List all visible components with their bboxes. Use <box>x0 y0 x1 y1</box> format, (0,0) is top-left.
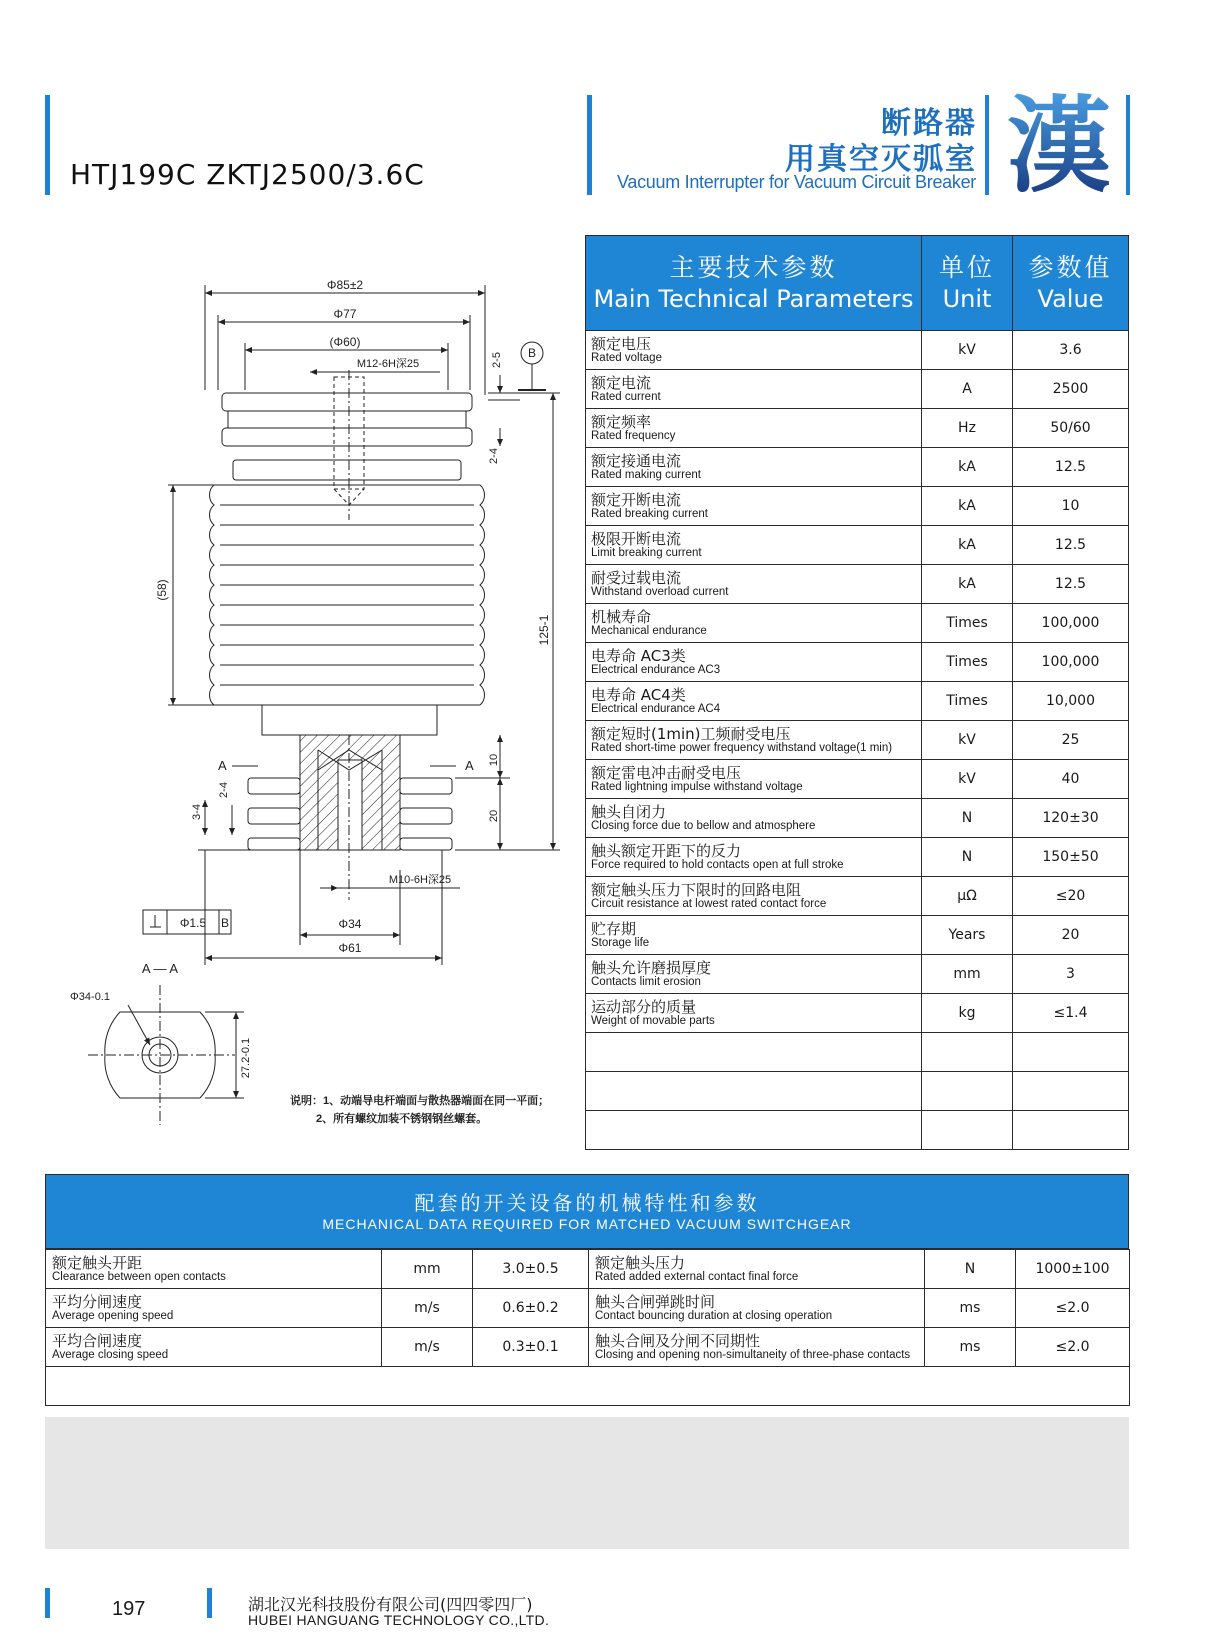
mech-unit: ms <box>925 1328 1016 1367</box>
param-name <box>586 916 922 955</box>
table-row <box>586 604 1129 643</box>
mech-param-name: 触头合闸及分闸不同期性 Closing and opening non-simultaneity of three-phase contacts <box>589 1328 925 1367</box>
dim-thread-top: M12-6H深25 <box>356 358 420 370</box>
datum-b: B <box>527 346 537 360</box>
mech-value: ≤2.0 <box>1016 1289 1130 1328</box>
param-name-cn: 触头允许磨损厚度 <box>591 958 712 977</box>
table-row <box>586 370 1129 409</box>
mech-unit: mm <box>382 1250 473 1289</box>
brand-title-line2: 用真空灭弧室 <box>785 142 977 177</box>
param-name-cn: 额定频率 <box>591 412 652 431</box>
param-name-en: Closing force due to bellow and atmosphere <box>591 819 816 832</box>
top-plate-1 <box>222 393 472 411</box>
mech-value: 0.6±0.2 <box>473 1289 589 1328</box>
dim-d34-section: Φ34-0.1 <box>70 991 110 1003</box>
param-value: 10 <box>1013 487 1129 526</box>
param-name-en: Weight of movable parts <box>591 1014 715 1027</box>
params-header-row <box>586 236 1129 331</box>
param-name-cn: 机械寿命 <box>591 607 652 626</box>
drawing-note-1: 说明：1、动端导电杆端面与散热器端面在同一平面； <box>290 1095 550 1107</box>
table-row <box>46 1250 1130 1289</box>
mech-unit: m/s <box>382 1289 473 1328</box>
mech-value: ≤2.0 <box>1016 1328 1130 1367</box>
param-value: 120±30 <box>1013 799 1129 838</box>
empty-row <box>46 1367 1130 1406</box>
param-name <box>586 838 922 877</box>
gray-panel <box>45 1417 1129 1549</box>
param-unit: kV <box>922 760 1013 799</box>
param-unit: N <box>922 799 1013 838</box>
param-unit: kV <box>922 331 1013 370</box>
dim-10: 10 <box>488 753 500 767</box>
mech-unit: N <box>925 1250 1016 1289</box>
table-row <box>586 760 1129 799</box>
footer-left-bar <box>45 1588 50 1618</box>
param-unit: kA <box>922 565 1013 604</box>
company-name-en: HUBEI HANGUANG TECHNOLOGY CO.,LTD. <box>248 1612 550 1628</box>
param-value: 2500 <box>1013 370 1129 409</box>
param-value: ≤1.4 <box>1013 994 1129 1033</box>
param-name <box>586 370 922 409</box>
param-name <box>586 955 922 994</box>
mech-param-name: 额定触头压力 Rated added external contact final force <box>589 1250 925 1289</box>
mechanical-data-section <box>45 1174 1129 1406</box>
param-name-en: Rated breaking current <box>591 507 708 520</box>
param-name-en: Circuit resistance at lowest rated contact force <box>591 897 827 910</box>
param-unit: Times <box>922 643 1013 682</box>
mechanical-title-en: MECHANICAL DATA REQUIRED FOR MATCHED VACUUM SWITCHGEAR <box>322 1216 852 1232</box>
logo-glyph: 漢 <box>1006 90 1112 195</box>
mechanical-title-cn: 配套的开关设备的机械特性和参数 <box>414 1191 760 1215</box>
mech-unit: ms <box>925 1289 1016 1328</box>
param-value: 25 <box>1013 721 1129 760</box>
param-name-cn: 额定短时(1min)工频耐受电压 <box>591 724 791 743</box>
param-name <box>586 487 922 526</box>
param-name <box>586 409 922 448</box>
param-name-cn: 电寿命 AC3类 <box>591 646 686 665</box>
dim-20: 20 <box>488 809 500 823</box>
param-name-cn: 额定开断电流 <box>591 490 682 509</box>
param-name-en: Rated making current <box>591 468 701 481</box>
table-row <box>586 565 1129 604</box>
mech-param-name: 平均分闸速度 Average opening speed <box>46 1289 382 1328</box>
mech-param-name: 触头合闸弹跳时间 Contact bouncing duration at closing operation <box>589 1289 925 1328</box>
param-name <box>586 526 922 565</box>
table-row <box>586 721 1129 760</box>
param-name <box>586 643 922 682</box>
params-header-parameter: 主要技术参数 Main Technical Parameters <box>586 236 922 331</box>
param-name-cn: 电寿命 AC4类 <box>591 685 686 704</box>
param-name <box>586 604 922 643</box>
param-name <box>586 682 922 721</box>
dim-thread-bottom: M10-6H深25 <box>388 874 452 886</box>
dim-27: 27.2-0.1 <box>240 1037 252 1079</box>
table-row <box>586 409 1129 448</box>
param-name <box>586 799 922 838</box>
param-unit: kA <box>922 487 1013 526</box>
top-plate-2 <box>222 428 472 446</box>
brand-logo <box>1003 90 1115 195</box>
table-row <box>586 838 1129 877</box>
mech-param-name: 额定触头开距 Clearance between open contacts <box>46 1250 382 1289</box>
table-row <box>586 799 1129 838</box>
table-row <box>586 643 1129 682</box>
param-name-en: Rated short-time power frequency withstand voltage(1 min) <box>591 741 893 754</box>
dim-2-4-top: 2-4 <box>488 448 500 464</box>
param-name <box>586 565 922 604</box>
param-unit: Times <box>922 682 1013 721</box>
params-header-unit: 单位 Unit <box>922 236 1013 331</box>
param-unit: Hz <box>922 409 1013 448</box>
table-row <box>46 1289 1130 1328</box>
section-marker-left: A <box>218 758 227 773</box>
table-row <box>46 1328 1130 1367</box>
empty-row <box>586 1111 1129 1150</box>
param-name-en: Electrical endurance AC3 <box>591 663 721 676</box>
param-name-en: Force required to hold contacts open at full stroke <box>591 858 844 871</box>
mechanical-data-table <box>45 1249 1130 1406</box>
param-value: 3.6 <box>1013 331 1129 370</box>
table-row <box>586 877 1129 916</box>
param-unit: μΩ <box>922 877 1013 916</box>
ceramic-body <box>210 485 485 705</box>
param-name <box>586 331 922 370</box>
dim-d34: Φ34 <box>338 917 362 931</box>
center-accent-bar <box>587 95 592 195</box>
dim-3-4: 3-4 <box>191 804 203 820</box>
param-value: 20 <box>1013 916 1129 955</box>
param-name-en: Withstand overload current <box>591 585 729 598</box>
footer-mid-bar <box>207 1588 212 1618</box>
dim-2-4-low: 2-4 <box>218 782 230 798</box>
table-row <box>586 955 1129 994</box>
param-name-cn: 触头额定开距下的反力 <box>591 841 742 860</box>
param-unit: kg <box>922 994 1013 1033</box>
table-row <box>586 994 1129 1033</box>
empty-row <box>586 1033 1129 1072</box>
param-unit: N <box>922 838 1013 877</box>
drawing-note-2: 2、所有螺纹加装不锈钢钢丝螺套。 <box>316 1113 488 1125</box>
dim-125: 125-1 <box>537 614 551 646</box>
company-name-cn: 湖北汉光科技股份有限公司(四四零四厂) <box>248 1595 533 1614</box>
param-name <box>586 877 922 916</box>
param-value: 50/60 <box>1013 409 1129 448</box>
brand-subtitle: Vacuum Interrupter for Vacuum Circuit Breaker <box>617 172 976 192</box>
table-row <box>586 487 1129 526</box>
param-name-cn: 额定触头压力下限时的回路电阻 <box>591 880 802 899</box>
param-value: 40 <box>1013 760 1129 799</box>
param-value: 12.5 <box>1013 448 1129 487</box>
param-value: 100,000 <box>1013 604 1129 643</box>
param-name-en: Electrical endurance AC4 <box>591 702 721 715</box>
param-name-cn: 极限开断电流 <box>591 529 682 548</box>
mech-value: 3.0±0.5 <box>473 1250 589 1289</box>
param-name-cn: 耐受过载电流 <box>591 568 682 587</box>
logo-right-bar <box>1126 95 1130 195</box>
params-header-value: 参数值 Value <box>1013 236 1129 331</box>
logo-left-bar <box>985 95 989 195</box>
param-name-en: Rated lightning impulse withstand voltage <box>591 780 803 793</box>
param-name-en: Contacts limit erosion <box>591 975 701 988</box>
param-value: 12.5 <box>1013 526 1129 565</box>
table-row <box>586 682 1129 721</box>
param-name-cn: 额定雷电冲击耐受电压 <box>591 763 742 782</box>
mech-value: 0.3±0.1 <box>473 1328 589 1367</box>
section-view-title: A — A <box>141 961 179 976</box>
brand-title-line1: 断路器 <box>881 106 977 141</box>
mech-unit: m/s <box>382 1328 473 1367</box>
param-name-en: Rated voltage <box>591 351 662 364</box>
param-name-cn: 贮存期 <box>591 919 637 938</box>
mech-param-name: 平均合闸速度 Average closing speed <box>46 1328 382 1367</box>
param-value: 150±50 <box>1013 838 1129 877</box>
param-unit: kA <box>922 448 1013 487</box>
param-unit: Years <box>922 916 1013 955</box>
param-name-cn: 额定电压 <box>591 334 652 353</box>
param-value: ≤20 <box>1013 877 1129 916</box>
tolerance-datum: B <box>220 916 230 930</box>
empty-row <box>586 1072 1129 1111</box>
param-name-en: Storage life <box>591 936 650 949</box>
param-name <box>586 994 922 1033</box>
mechanical-data-header <box>45 1174 1129 1249</box>
dim-2-5: 2-5 <box>491 352 503 368</box>
param-unit: Times <box>922 604 1013 643</box>
param-name <box>586 760 922 799</box>
param-name-en: Mechanical endurance <box>591 624 707 637</box>
table-row <box>586 448 1129 487</box>
param-unit: kA <box>922 526 1013 565</box>
param-value: 3 <box>1013 955 1129 994</box>
param-name-en: Limit breaking current <box>591 546 702 559</box>
dim-d77: Φ77 <box>333 307 357 321</box>
dim-d61: Φ61 <box>338 941 362 955</box>
param-name-en: Rated frequency <box>591 429 676 442</box>
param-value: 12.5 <box>1013 565 1129 604</box>
param-name <box>586 448 922 487</box>
param-name-en: Rated current <box>591 390 661 403</box>
model-title: HTJ199C ZKTJ2500/3.6C <box>70 158 425 191</box>
tolerance-value: Φ1.5 <box>179 916 207 930</box>
section-marker-right: A <box>465 758 474 773</box>
left-accent-bar <box>45 95 50 195</box>
dim-d85: Φ85±2 <box>326 278 364 292</box>
param-name-cn: 运动部分的质量 <box>591 997 697 1016</box>
param-name-cn: 额定接通电流 <box>591 451 682 470</box>
dim-d60: (Φ60) <box>329 335 361 349</box>
page-number: 197 <box>112 1598 146 1620</box>
param-value: 10,000 <box>1013 682 1129 721</box>
param-unit: mm <box>922 955 1013 994</box>
table-row <box>586 331 1129 370</box>
dim-58: (58) <box>155 579 169 601</box>
technical-drawing <box>55 260 575 1160</box>
param-name-cn: 额定电流 <box>591 373 652 392</box>
table-row <box>586 526 1129 565</box>
param-name-cn: 触头自闭力 <box>591 802 667 821</box>
param-value: 100,000 <box>1013 643 1129 682</box>
param-unit: A <box>922 370 1013 409</box>
param-name <box>586 721 922 760</box>
param-unit: kV <box>922 721 1013 760</box>
mech-value: 1000±100 <box>1016 1250 1130 1289</box>
table-row <box>586 916 1129 955</box>
technical-parameters-table <box>585 235 1129 1150</box>
